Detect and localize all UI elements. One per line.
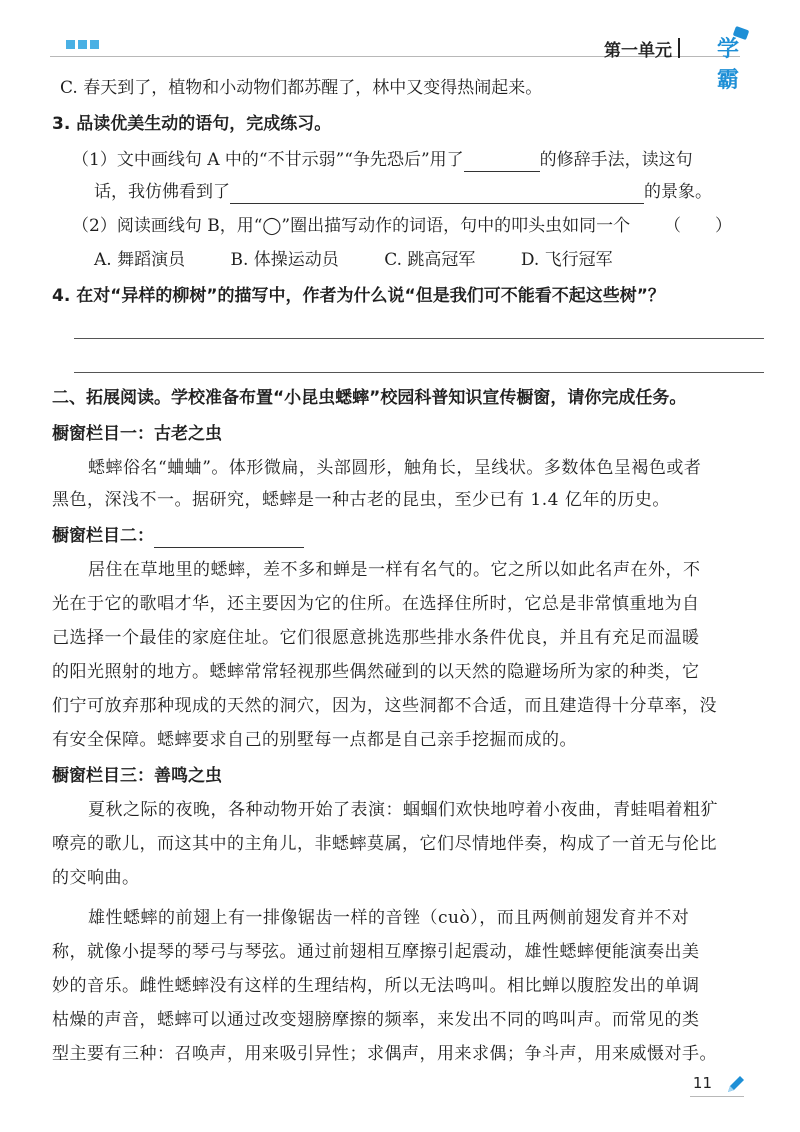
column-2-line-1: 居住在草地里的蟋蟀，差不多和蝉是一样有名气的。它之所以如此名声在外，不 (88, 560, 701, 580)
column-2-line-2: 光在于它的歌唱才华，还主要因为它的住所。在选择住所时，它总是非常慎重地为自 (52, 594, 700, 614)
footer-rule (690, 1096, 744, 1097)
options-row (94, 248, 653, 272)
answer-line-1[interactable] (74, 338, 764, 339)
option-c-line: C. 春天到了，植物和小动物们都苏醒了，林中又变得热闹起来。 (60, 78, 543, 98)
q3-p1-text-a: （1）文中画线句 A 中的“不甘示弱”“争先恐后”用了 (72, 150, 464, 170)
column-2-line-3: 己选择一个最佳的家庭住址。它们很愿意挑选那些排水条件优良，并且有充足而温暖 (52, 628, 700, 648)
question-3-part-1-cont (94, 180, 712, 204)
column-2-title-blank[interactable] (154, 529, 304, 548)
column-3-p2-line-3: 妙的音乐。雌性蟋蟀没有这样的生理结构，所以无法鸣叫。相比蝉以腹腔发出的单调 (52, 976, 700, 996)
column-3-p2-line-5: 型主要有三种：召唤声，用来吸引异性；求偶声，用来求偶；争斗声，用来威慑对手。 (52, 1044, 717, 1064)
column-2-line-5: 们宁可放弃那种现成的天然的洞穴，因为，这些洞都不合适，而且建造得十分草率，没 (52, 696, 717, 716)
question-3-title: 3. 品读优美生动的语句，完成练习。 (52, 114, 332, 134)
column-3-p2-line-2: 称，就像小提琴的琴弓与琴弦。通过前翅相互摩擦引起震动，雄性蟋蟀便能演奏出美 (52, 942, 700, 962)
option-a[interactable]: A. 舞蹈演员 (94, 250, 186, 270)
column-2-title (52, 524, 304, 548)
q3-p1-text-d: 的景象。 (644, 182, 712, 202)
column-3-p1-line-2: 嘹亮的歌儿，而这其中的主角儿，非蟋蟀莫属，它们尽情地伴奏，构成了一首无与伦比 (52, 834, 717, 854)
column-3-title: 橱窗栏目三：善鸣之虫 (52, 766, 222, 786)
brand-text: 学霸 (716, 37, 740, 93)
answer-blank-rhetoric[interactable] (464, 153, 540, 172)
pencil-icon (724, 1072, 748, 1096)
section-2-title: 二、拓展阅读。学校准备布置“小昆虫蟋蟀”校园科普知识宣传橱窗，请你完成任务。 (52, 388, 687, 408)
column-1-line-1: 蟋蟀俗名“蛐蛐”。体形微扁，头部圆形，触角长，呈线状。多数体色呈褐色或者 (88, 458, 702, 478)
column-1-line-2: 黑色，深浅不一。据研究，蟋蟀是一种古老的昆虫，至少已有 1.4 亿年的历史。 (52, 490, 670, 510)
header-divider (678, 38, 680, 58)
q3-p1-text-c: 话，我仿佛看到了 (94, 182, 230, 202)
header-decoration (66, 40, 99, 49)
column-2-line-6: 有安全保障。蟋蟀要求自己的别墅每一点都是自己亲手挖掘而成的。 (52, 730, 577, 750)
unit-label: 第一单元 (604, 41, 672, 61)
column-3-p1-line-1: 夏秋之际的夜晚，各种动物开始了表演：蝈蝈们欢快地哼着小夜曲，青蛙唱着粗犷 (88, 800, 718, 820)
answer-line-2[interactable] (74, 372, 764, 373)
option-b[interactable]: B. 体操运动员 (230, 250, 339, 270)
column-2-title-text: 橱窗栏目二： (52, 526, 154, 546)
column-2-line-4: 的阳光照射的地方。蟋蟀常常轻视那些偶然碰到的以天然的隐避场所为家的种类，它 (52, 662, 700, 682)
column-3-p2-line-4: 枯燥的声音，蟋蟀可以通过改变翅膀摩擦的频率，来发出不同的鸣叫声。而常见的类 (52, 1010, 700, 1030)
question-4-title: 4. 在对“异样的柳树”的描写中，作者为什么说“但是我们可不能看不起这些树”？ (52, 286, 665, 306)
q3-p1-text-b: 的修辞手法，读这句 (539, 150, 693, 170)
column-1-title: 橱窗栏目一：古老之虫 (52, 424, 222, 444)
option-c[interactable]: C. 跳高冠军 (384, 250, 476, 270)
column-3-p2-line-1: 雄性蟋蟀的前翅上有一排像锯齿一样的音锉（cuò），而且两侧前翅发育并不对 (88, 908, 690, 928)
question-3-part-2: （2）阅读画线句 B，用“◯”圈出描写动作的词语，句中的叩头虫如同一个 (72, 216, 631, 236)
question-3-part-1 (72, 148, 693, 172)
answer-blank-scene[interactable] (230, 185, 644, 204)
column-3-p1-line-3: 的交响曲。 (52, 868, 140, 888)
page-number: 11 (692, 1074, 712, 1092)
option-d[interactable]: D. 飞行冠军 (520, 250, 613, 270)
answer-paren[interactable]: （ ） (664, 216, 732, 236)
